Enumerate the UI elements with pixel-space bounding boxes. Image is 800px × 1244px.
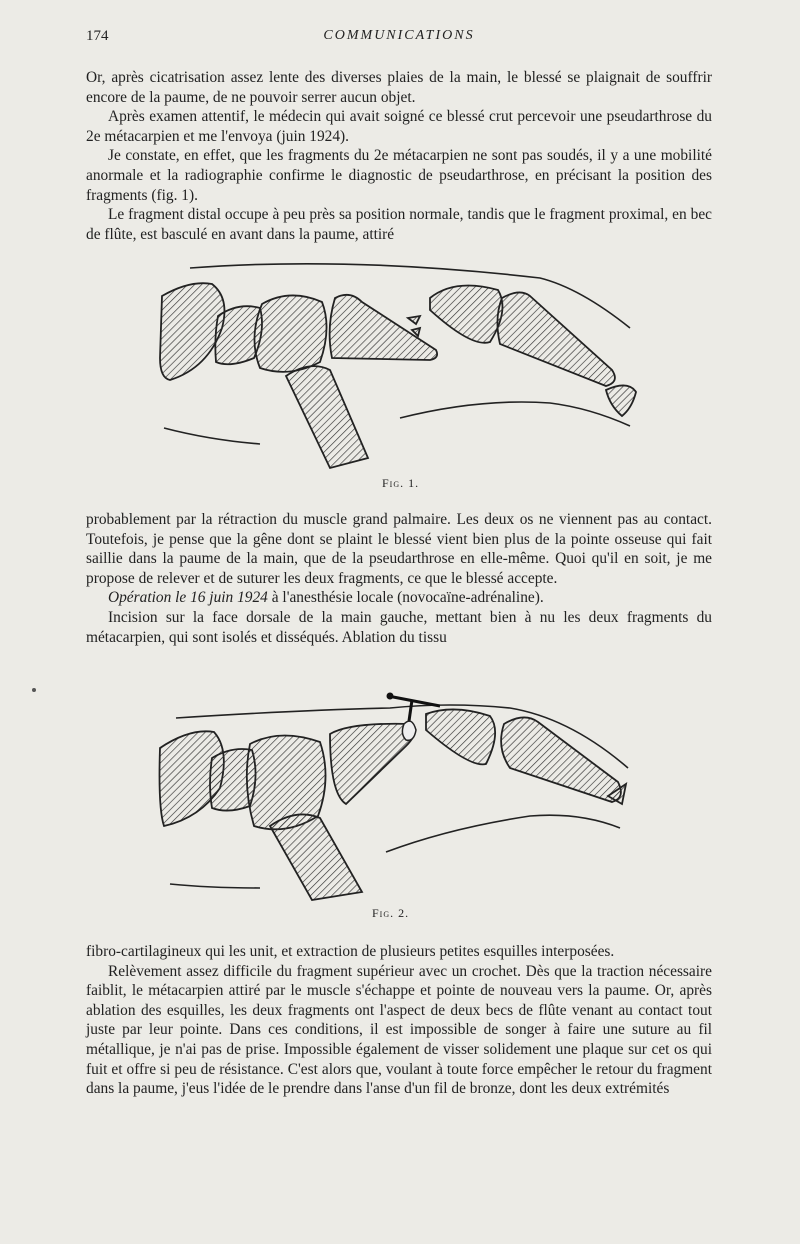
operation-text: à l'anesthésie locale (novocaïne-adrénaline).	[267, 589, 544, 607]
text-block-1	[86, 68, 712, 244]
figure-2-drawing	[150, 688, 640, 903]
text-block-3	[86, 942, 712, 1099]
paragraph	[86, 588, 712, 608]
figure-2-caption: Fig. 2.	[372, 906, 410, 920]
paragraph: Le fragment distal occupe à peu près sa position normale, tandis que le fragment proximal, en bec de flûte, est basculé en avant dans la paume, attiré	[86, 206, 712, 243]
paragraph: Incision sur la face dorsale de la main gauche, mettant bien à nu les deux fragments du métacarpien, qui sont isolés et disséqués. Ablation du tissu	[86, 608, 712, 646]
figure-1-caption: Fig. 1.	[382, 476, 420, 490]
paragraph: Relèvement assez difficile du fragment supérieur avec un crochet. Dès que la traction nécessaire faiblit, le métacarpien attiré par le muscle s'échappe et pointe de nouveau vers la paume. Or, après ablation des esquilles, les deux fragments ont l'aspect de deux becs de flûte venant au contact tout juste par leur pointe. Dans ces conditions, il est impossible de songer à faire une suture au fil métallique, je n'ai pas de prise. Impossible également de visser solidement une plaque sur cet os qui fuit et offre si peu de résistance. C'est alors que, voulant à toute force empêcher le retour du fragment dans la paume, j'eus l'idée de le prendre dans l'anse d'un fil de bronze, dont les deux extrémités	[86, 962, 712, 1098]
operation-date: Opération le 16 juin 1924	[108, 589, 268, 607]
figure-1-drawing	[150, 258, 650, 473]
paragraph: Or, après cicatrisation assez lente des diverses plaies de la main, le blessé se plaignait de souffrir encore de la paume, de ne pouvoir serrer aucun objet.	[86, 69, 712, 106]
paragraph: Je constate, en effet, que les fragments du 2e métacarpien ne sont pas soudés, il y a une mobilité anormale et la radiographie confirme le diagnostic de pseudarthrose, en précisant la position des fragments (fig. 1).	[86, 147, 712, 204]
speck	[32, 688, 36, 692]
running-title: COMMUNICATIONS	[323, 28, 475, 43]
paragraph: Après examen attentif, le médecin qui avait soigné ce blessé crut percevoir une pseudarthrose du 2e métacarpien et me l'envoya (juin 1924).	[86, 108, 712, 145]
text-block-2	[86, 510, 712, 647]
paragraph: fibro-cartilagineux qui les unit, et extraction de plusieurs petites esquilles interposées.	[86, 943, 615, 960]
page-number: 174	[86, 28, 109, 44]
paragraph: probablement par la rétraction du muscle grand palmaire. Les deux os ne viennent pas au contact. Toutefois, je pense que la gêne dont se plaint le blessé vient bien plus de la pointe osseuse qui fait saillie dans la paume de la main, que de la pseudarthrose en elle-même. Quoi qu'il en soit, je me propose de relever et de suturer les deux fragments, ce que le blessé accepte.	[86, 511, 712, 587]
page-header	[86, 28, 712, 48]
